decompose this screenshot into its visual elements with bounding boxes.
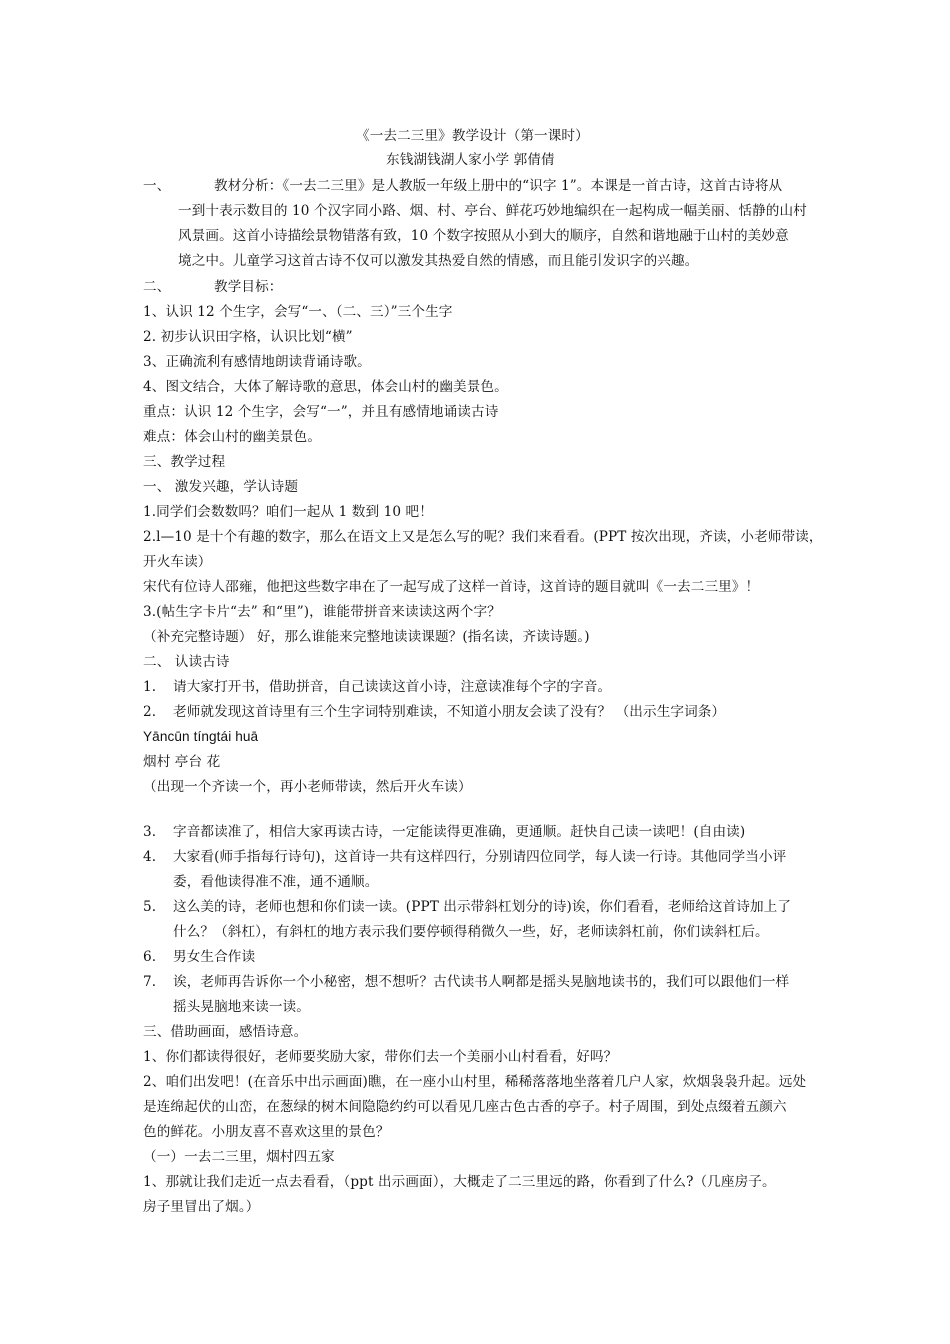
paragraph-line: 宋代有位诗人邵雍，他把这些数字串在了一起写成了这样一首诗，这首诗的题目就叫《一去二三里》！ <box>143 579 760 595</box>
paragraph-line: 房子里冒出了烟。） <box>143 1199 260 1215</box>
subsection-heading: 二、 认读古诗 <box>143 654 230 670</box>
paragraph-line: 1、那就让我们走近一点去看看，（ppt 出示画面），大概走了二三里远的路，你看到了什么?（几座房子。 <box>143 1174 776 1190</box>
document-title: 《一去二三里》教学设计（第一课时） <box>356 128 589 144</box>
list-item-continued: 什么？（斜杠），有斜杠的地方表示我们要停顿得稍微久一些，好，老师读斜杠前，你们读斜杠后。 <box>173 924 769 940</box>
goal-item: 1、认识 12 个生字，会写“一、（二、三）”三个生字 <box>143 304 453 320</box>
subsection-heading: 三、借助画面，感悟诗意。 <box>143 1024 308 1040</box>
list-item: 这么美的诗，老师也想和你们读一读。(PPT 出示带斜杠划分的诗)诶，你们看看，老师给这首诗加上了 <box>173 899 792 915</box>
section-heading: 教学目标： <box>214 279 283 295</box>
list-number: 4. <box>143 849 157 865</box>
paragraph-line: 风景画。这首小诗描绘景物错落有致，10 个数字按照从小到大的顺序，自然和谐地融于山村的美妙意 <box>178 228 789 244</box>
paragraph-line: （出现一个齐读一个，再小老师带读，然后开火车读） <box>143 779 472 795</box>
paragraph-line: 2.l—10 是十个有趣的数字，那么在语文上又是怎么写的呢？我们来看看。(PPT 按次出现，齐读，小老师带读， <box>143 529 823 545</box>
paragraph-line: 一到十表示数目的 10 个汉字同小路、烟、村、亭台、鲜花巧妙地编织在一起构成一幅美丽、恬静的山村 <box>178 203 807 219</box>
list-item: 请大家打开书，借助拼音，自己读读这首小诗，注意读准每个字的字音。 <box>173 679 612 695</box>
paragraph-line: 1、你们都读得很好，老师要奖励大家，带你们去一个美丽小山村看看，好吗？ <box>143 1049 618 1065</box>
paragraph-line: 境之中。儿童学习这首古诗不仅可以激发其热爱自然的情感，而且能引发识字的兴趣。 <box>178 253 699 269</box>
paragraph-line: 教材分析：《一去二三里》是人教版一年级上册中的“识字 1”。本课是一首古诗，这首古诗将从 <box>214 178 783 194</box>
section-number: 二、 <box>143 279 171 295</box>
paragraph-line: 2、咱们出发吧！(在音乐中出示画面)瞧，在一座小山村里，稀稀落落地坐落着几户人家，炊烟袅袅升起。远处 <box>143 1074 807 1090</box>
list-item: 老师就发现这首诗里有三个生字词特别难读，不知道小朋友会读了没有？ （出示生字词条） <box>173 704 726 720</box>
difficult-point: 难点：体会山村的幽美景色。 <box>143 429 322 445</box>
goal-item: 4、图文结合，大体了解诗歌的意思，体会山村的幽美景色。 <box>143 379 508 395</box>
paragraph-line: 是连绵起伏的山峦，在葱绿的树木间隐隐约约可以看见几座古色古香的亭子。村子周围，到处点缀着五颜六 <box>143 1099 787 1115</box>
key-point: 重点：认识 12 个生字，会写“一”，并且有感情地诵读古诗 <box>143 404 499 420</box>
list-number: 5. <box>143 899 157 915</box>
list-number: 2. <box>143 704 157 720</box>
vocabulary-words: 烟村 亭台 花 <box>143 754 221 770</box>
list-number: 7. <box>143 974 157 990</box>
list-number: 3. <box>143 824 157 840</box>
paragraph-line: 3.(帖生字卡片“去” 和“里”)，谁能带拼音来读读这两个字？ <box>143 604 501 620</box>
section-heading: 三、教学过程 <box>143 454 226 470</box>
subsection-heading: （一）一去二三里，烟村四五家 <box>143 1149 335 1165</box>
paragraph-line: 1.同学们会数数吗？咱们一起从 1 数到 10 吧！ <box>143 504 433 520</box>
paragraph-line: （补充完整诗题） 好，那么谁能来完整地读读课题？(指名读，齐读诗题。) <box>143 629 590 645</box>
section-number: 一、 <box>143 178 171 194</box>
list-item-continued: 委，看他读得准不准，通不通顺。 <box>173 874 379 890</box>
list-item: 诶，老师再告诉你一个小秘密，想不想听？古代读书人啊都是摇头晃脑地读书的，我们可以跟他们一样 <box>173 974 790 990</box>
subsection-heading: 一、 激发兴趣，学认诗题 <box>143 479 299 495</box>
list-item: 男女生合作读 <box>173 949 256 965</box>
list-item-continued: 摇头晃脑地来读一读。 <box>173 999 310 1015</box>
pinyin-line: Yāncūn tíngtái huā <box>143 729 259 744</box>
list-item: 大家看(师手指每行诗句)，这首诗一共有这样四行，分别请四位同学，每人读一行诗。其他同学当小评 <box>173 849 787 865</box>
list-number: 6. <box>143 949 157 965</box>
list-number: 1. <box>143 679 157 695</box>
list-item: 字音都读准了，相信大家再读古诗，一定能读得更准确，更通顺。赶快自己读一读吧！(自由读) <box>173 824 746 840</box>
goal-item: 3、正确流利有感情地朗读背诵诗歌。 <box>143 354 371 370</box>
paragraph-line: 开火车读） <box>143 554 212 570</box>
goal-item: 2. 初步认识田字格，认识比划“横” <box>143 329 353 345</box>
paragraph-line: 色的鲜花。小朋友喜不喜欢这里的景色？ <box>143 1124 390 1140</box>
author-line: 东钱湖钱湖人家小学 郭倩倩 <box>386 152 555 168</box>
